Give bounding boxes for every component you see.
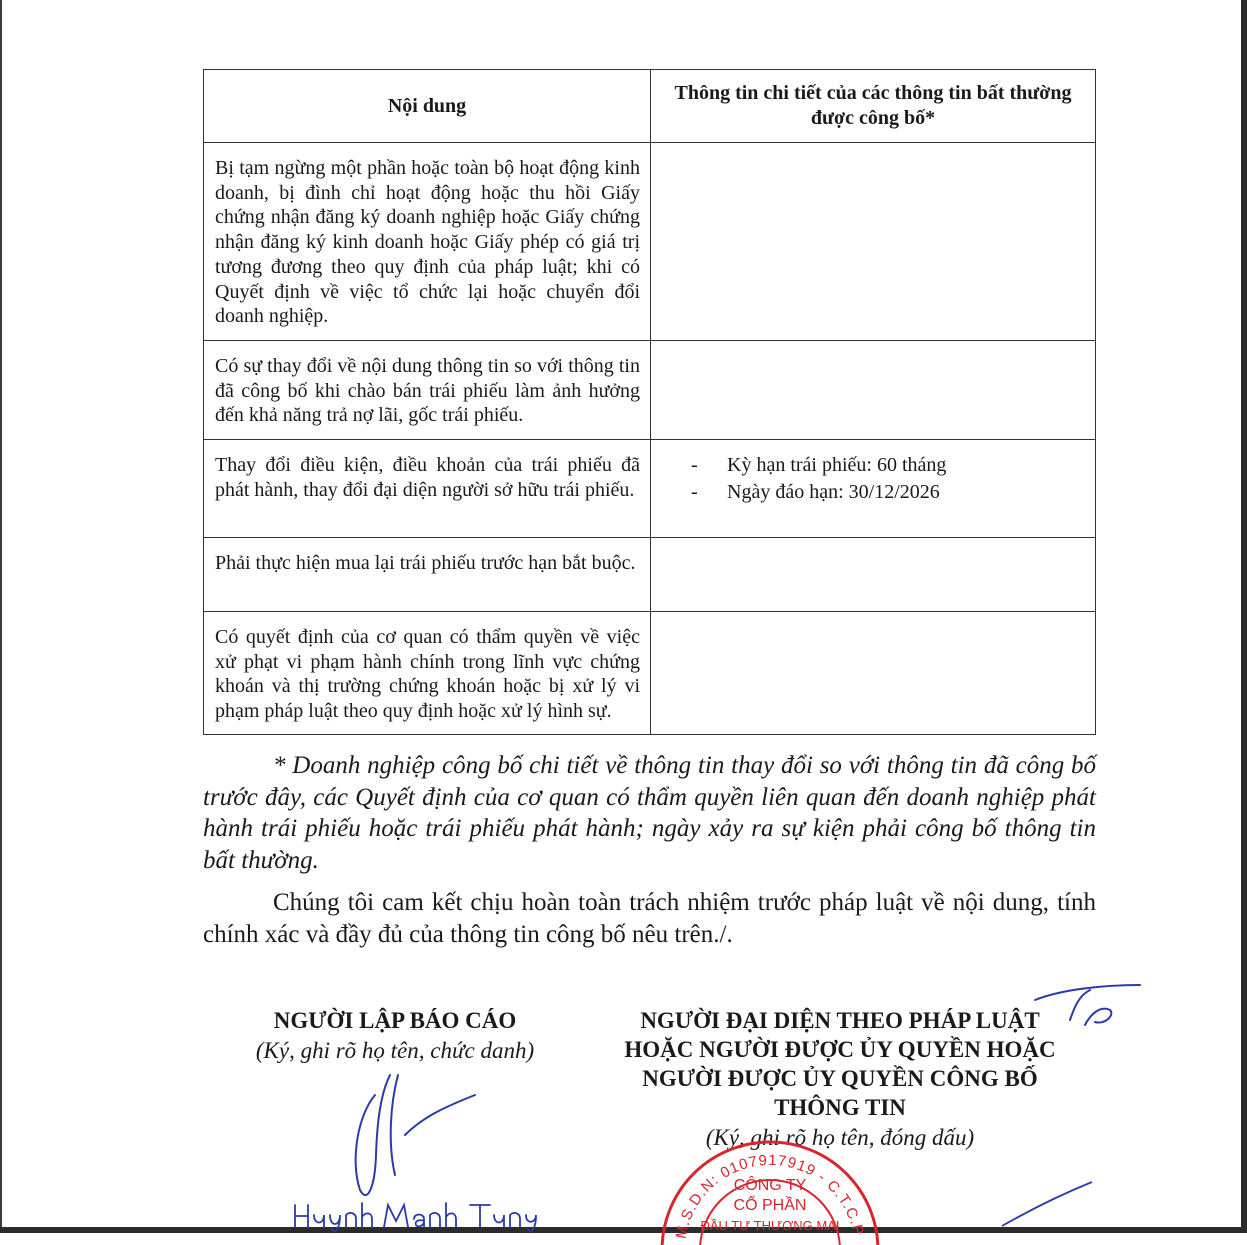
stamp-line1: CÔNG TY [733, 1177, 807, 1194]
representative-title-line3: NGƯỜI ĐƯỢC ỦY QUYỀN CÔNG BỐ [642, 1066, 1038, 1091]
table-row [204, 440, 1096, 538]
viewer-right-edge [1241, 0, 1247, 1233]
row-details [651, 143, 1096, 341]
row-content: Phải thực hiện mua lại trái phiếu trước hạn bắt buộc. [204, 538, 651, 612]
company-stamp [655, 1135, 885, 1245]
stamp-line2: CỔ PHẦN [733, 1197, 807, 1214]
representative-instruction: (Ký, ghi rõ họ tên, đóng dấu) [705, 1125, 975, 1150]
row-content: Có quyết định của cơ quan có thẩm quyền về việc xử phạt vi phạm hành chính trong lĩnh vực chứng khoán và thị trường chứng khoán hoặc bị xử lý vi phạm pháp luật theo quy định hoặc xử lý hình sự. [204, 612, 651, 735]
disclosure-table [203, 69, 1096, 735]
representative-title-line1: NGƯỜI ĐẠI DIỆN THEO PHÁP LUẬT [640, 1008, 1040, 1033]
detail-term: Kỳ hạn trái phiếu: 60 tháng [727, 454, 947, 476]
row-content: Bị tạm ngừng một phần hoặc toàn bộ hoạt động kinh doanh, bị đình chỉ hoạt động hoặc thu hồi Giấy chứng nhận đăng ký doanh nghiệp hoặc Giấy chứng nhận đăng ký kinh doanh hoặc Giấy phép có giá trị tương đương theo quy định của pháp luật; khi có Quyết định về việc tổ chức lại hoặc chuyển đổi doanh nghiệp. [204, 143, 651, 341]
row-content: Thay đổi điều kiện, điều khoản của trái phiếu đã phát hành, thay đổi đại diện người sở hữu trái phiếu. [204, 440, 651, 538]
representative-signature-stroke [1000, 1180, 1100, 1228]
detail-item [691, 452, 1085, 479]
table-row [204, 538, 1096, 612]
header-content: Nội dung [204, 70, 651, 143]
detail-item [691, 479, 1085, 506]
row-details [651, 440, 1096, 538]
preparer-instruction: (Ký, ghi rõ họ tên, chức danh) [255, 1038, 535, 1063]
stamp-ring-text: M.S.D.N: 0107917919 - C.T.C.P [672, 1151, 867, 1241]
representative-title-line4: THÔNG TIN [774, 1095, 906, 1120]
preparer-signature [280, 1065, 540, 1233]
table-row [204, 341, 1096, 440]
commitment-statement: Chúng tôi cam kết chịu hoàn toàn trách nhiệm trước pháp luật về nội dung, tính chính xác và đầy đủ của thông tin công bố nêu trên./. [203, 889, 1096, 948]
row-details [651, 341, 1096, 440]
table-row [204, 612, 1096, 735]
stamp-seal-icon [655, 1135, 885, 1245]
table-header-row [204, 70, 1096, 143]
viewer-left-edge [0, 0, 2, 1233]
table-row [204, 143, 1096, 341]
row-details [651, 612, 1096, 735]
detail-maturity: Ngày đáo hạn: 30/12/2026 [727, 481, 940, 503]
representative-title-line2: HOẶC NGƯỜI ĐƯỢC ỦY QUYỀN HOẶC [624, 1037, 1056, 1062]
row-details [651, 538, 1096, 612]
preparer-title: NGƯỜI LẬP BÁO CÁO [273, 1008, 517, 1033]
representative-signature [1030, 980, 1150, 1040]
representative-signature-block [590, 1006, 1090, 1153]
bullet-dash: - [691, 454, 698, 476]
header-details: Thông tin chi tiết của các thông tin bất thường được công bố* [651, 70, 1096, 143]
row-content: Có sự thay đổi về nội dung thông tin so với thông tin đã công bố khi chào bán trái phiếu làm ảnh hưởng đến khả năng trả nợ lãi, gốc trái phiếu. [204, 341, 651, 440]
stamp-line3: ĐẦU TƯ THƯƠNG MẠI [700, 1218, 840, 1233]
preparer-name: Huỳnh Mạnh Tùng [280, 1065, 288, 1066]
footnote: * Doanh nghiệp công bố chi tiết về thông tin thay đổi so với thông tin đã công bố trước đây, các Quyết định của cơ quan có thẩm quyền liên quan đến doanh nghiệp phát hành trái phiếu hoặc trái phiếu phát hành; ngày xảy ra sự kiện phải công bố thông tin bất thường. [203, 752, 1096, 874]
bullet-dash: - [691, 481, 698, 503]
preparer-signature-block [215, 1006, 575, 1066]
